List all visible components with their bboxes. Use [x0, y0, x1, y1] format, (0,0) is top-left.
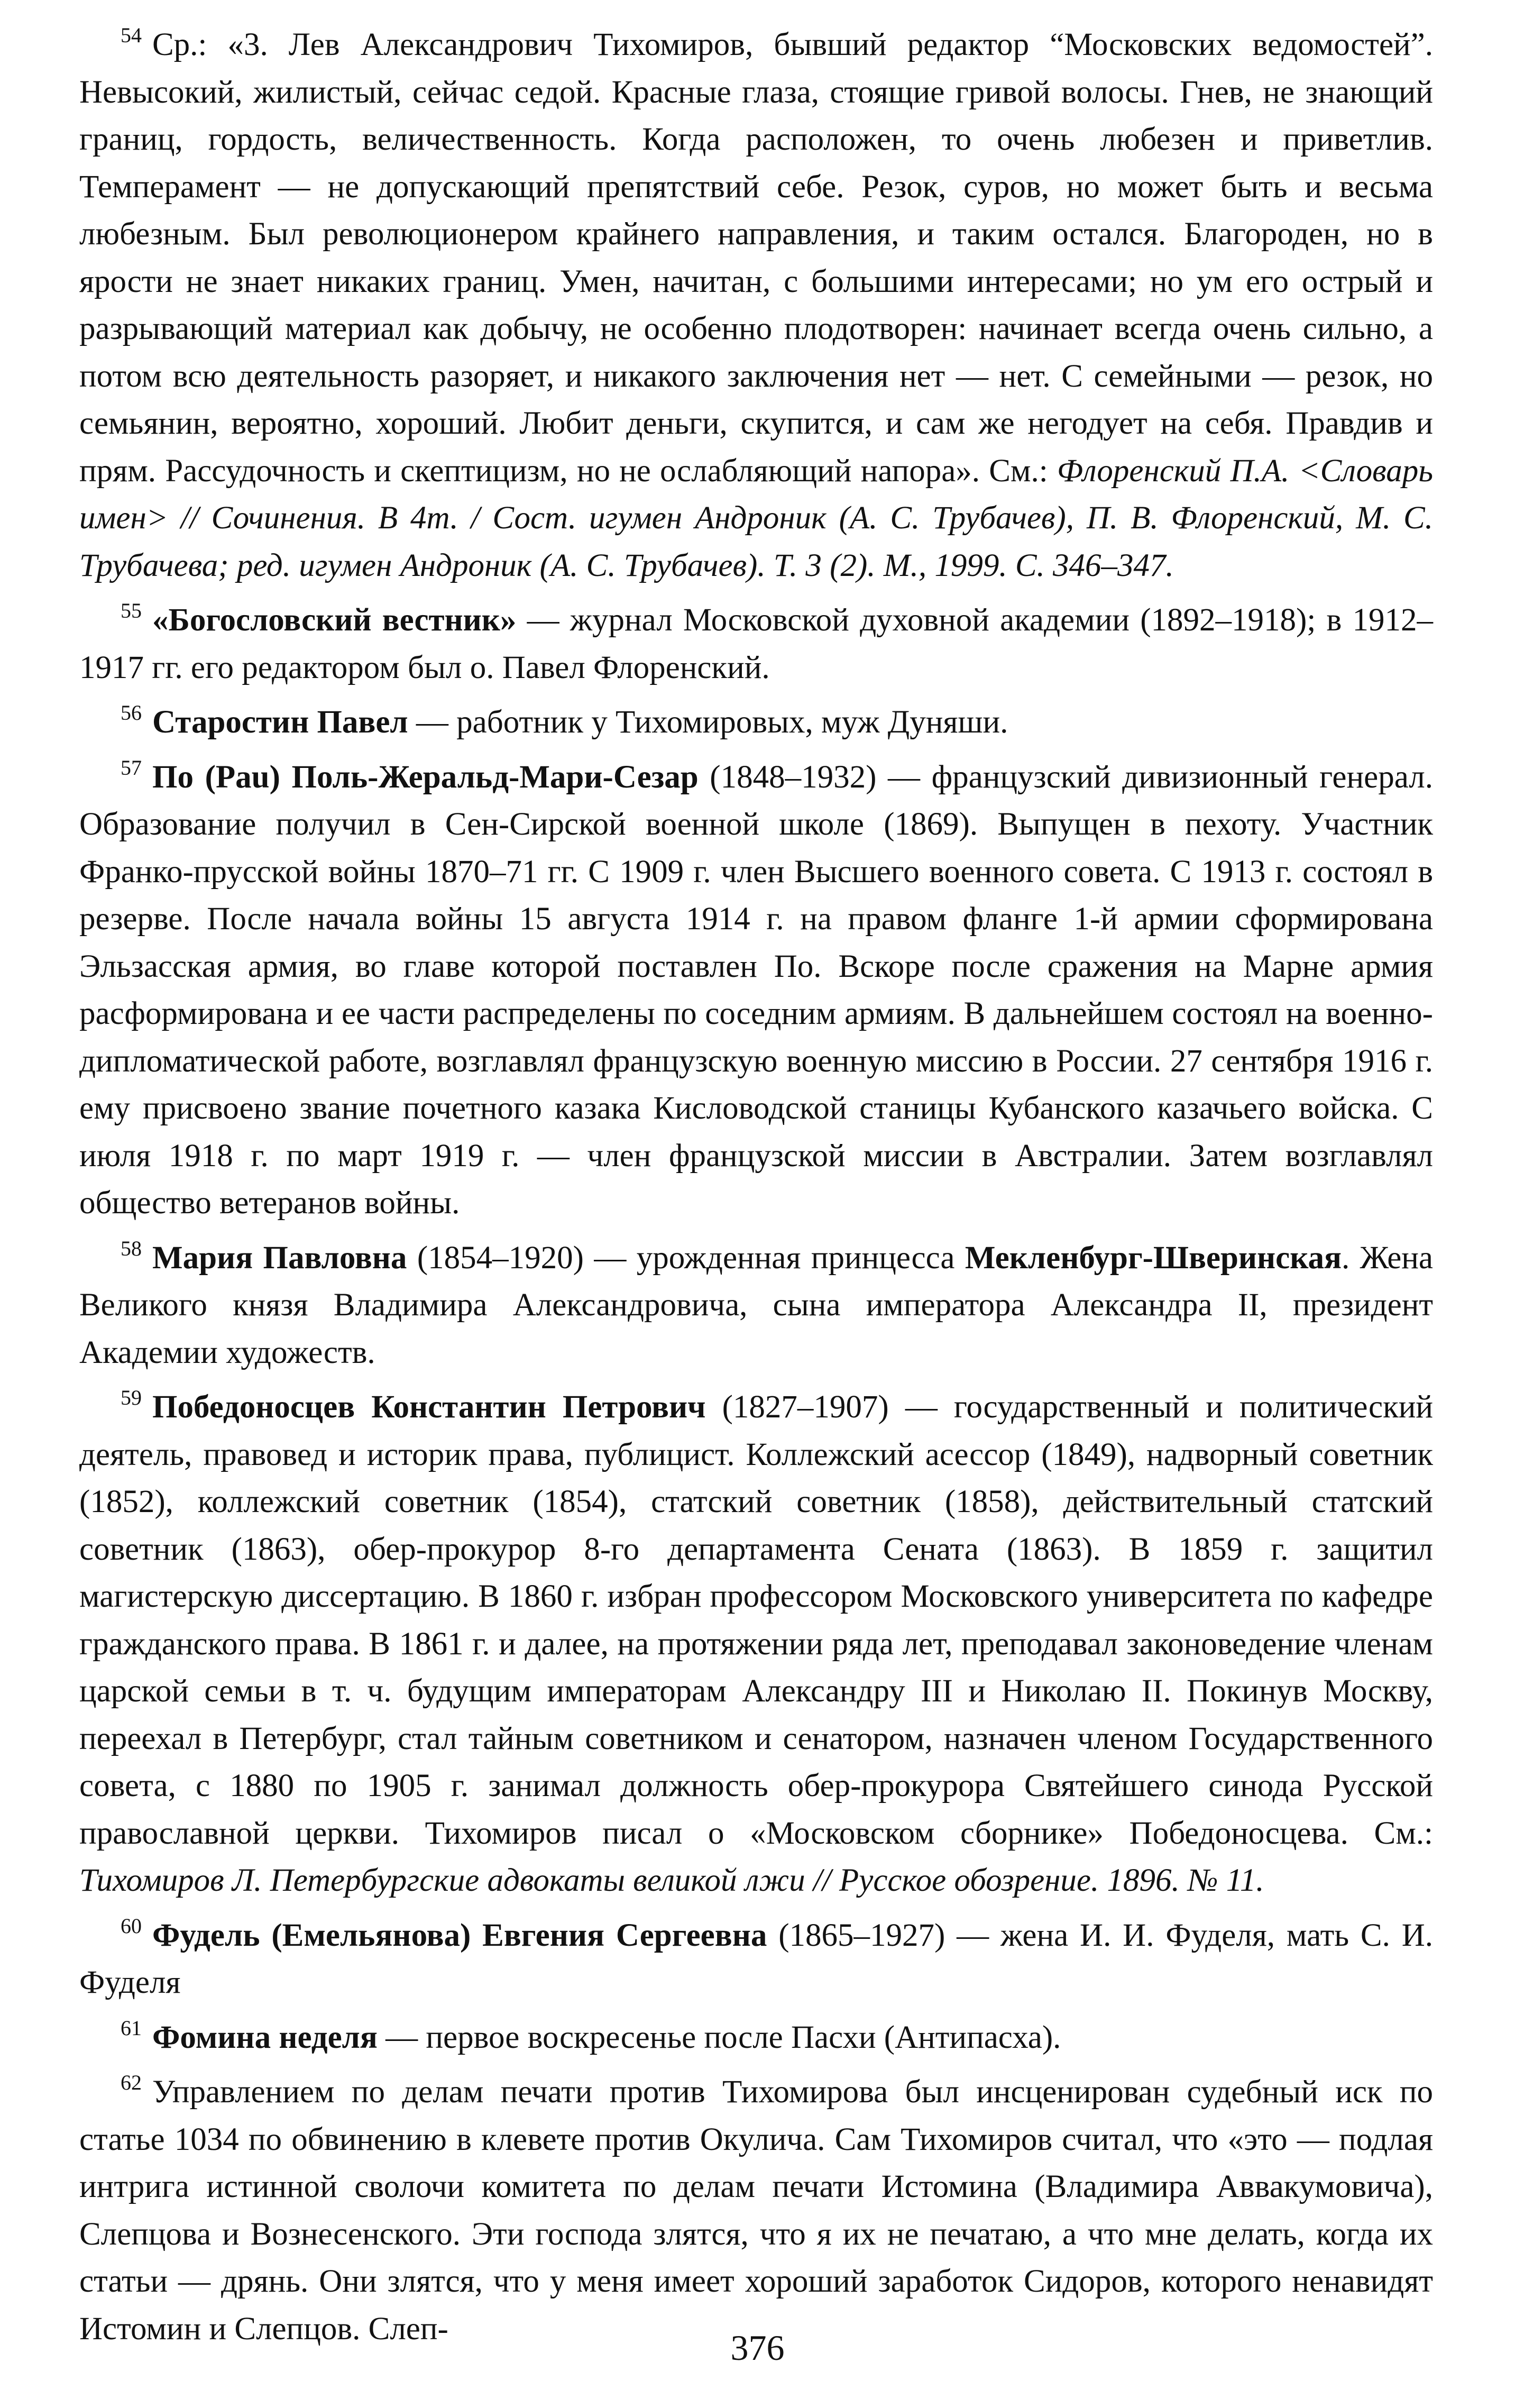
footnote-55 — [79, 597, 1433, 691]
footnote-57 — [79, 754, 1433, 1227]
footnote-number: 62 — [121, 2071, 142, 2094]
term: Победоносцев Константин Петрович — [152, 1389, 706, 1425]
term: Фудель (Емельянова) Евгения Сергеевна — [152, 1917, 767, 1953]
footnote-61 — [79, 2014, 1433, 2062]
footnote-text: — журнал Московской духовной академии (1892–1918); в 1912–1917 гг. его редактором был о. Павел Флоренский. — [79, 602, 1433, 685]
footnote-text: — первое воскресенье после Пасхи (Антипасха). — [377, 2019, 1061, 2055]
footnote-56 — [79, 699, 1433, 746]
footnote-number: 59 — [121, 1386, 142, 1409]
footnote-62 — [79, 2068, 1433, 2352]
footnotes-body — [79, 21, 1433, 2360]
footnote-59 — [79, 1384, 1433, 1905]
footnote-text: (1827–1907) — государственный и политический деятель, правовед и историк права, публицист. Коллежский асессор (1849), надворный советник (1852), коллежский советник (1854), статский советник (1858), действительный статский советник (1863), обер-прокурор 8-го департамента Сената (1863). В 1859 г. защитил магистерскую диссертацию. В 1860 г. избран профессором Московского университета по кафедре гражданского права. В 1861 г. и далее, на протяжении ряда лет, преподавал законоведение членам царской семьи в т. ч. будущим императорам Александру III и Николаю II. Покинув Москву, переехал в Петербург, стал тайным советником и сенатором, назначен членом Государственного совета, с 1880 по 1905 г. занимал должность обер-прокурора Святейшего синода Русской православной церкви. Тихомиров писал о «Московском сборнике» Победоносцева. См.: — [79, 1389, 1434, 1851]
footnote-number: 61 — [121, 2016, 142, 2040]
footnote-number: 58 — [121, 1236, 142, 1260]
term: Фомина неделя — [152, 2019, 378, 2055]
footnote-text: — работник у Тихомировых, муж Дуняши. — [408, 704, 1008, 740]
footnote-number: 55 — [121, 599, 142, 622]
footnote-text: (1848–1932) — французский дивизионный генерал. Образование получил в Сен-Сирской военной школе (1869). Выпущен в пехоту. Участник Франко-прусской войны 1870–71 гг. С 1909 г. член Высшего военного совета. С 1913 г. состоял в резерве. После начала войны 15 августа 1914 г. на правом фланге 1-й армии сформирована Эльзасская армия, во главе которой поставлен По. Вскоре после сражения на Марне армия расформирована и ее части распределены по соседним армиям. В дальнейшем состоял на военно-дипломатической работе, возглавлял французскую военную миссию в России. 27 сентября 1916 г. ему присвоено звание почетного казака Кисловодской станицы Кубанского казачьего войска. С июля 1918 г. по март 1919 г. — член французской миссии в Австралии. Затем возглавлял общество ветеранов войны. — [79, 759, 1433, 1221]
term: Мекленбург-Шверинская — [965, 1240, 1342, 1276]
term: По (Pau) Поль-Жеральд-Мари-Сезар — [152, 759, 699, 795]
footnote-58 — [79, 1234, 1433, 1377]
term: «Богословский вестник» — [152, 602, 517, 638]
footnote-text: . Жена Великого князя Владимира Александровича, сына императора Александра II, президент Академии художеств. — [79, 1240, 1433, 1370]
footnote-number: 54 — [121, 23, 142, 47]
term: Мария Павловна — [152, 1240, 407, 1276]
footnote-number: 56 — [121, 701, 142, 725]
citation: Тихомиров Л. Петербургские адвокаты великой лжи // Русское обозрение. 1896. № 11. — [79, 1863, 1264, 1898]
footnote-text: (1865–1927) — жена И. И. Фуделя, мать С. И. Фуделя — [79, 1917, 1433, 2000]
footnote-60 — [79, 1912, 1433, 2007]
footnote-text: Ср.: «3. Лев Александрович Тихомиров, бывший редактор “Московских ведомостей”. Невысокий, жилистый, сейчас седой. Красные глаза, стоящие гривой волосы. Гнев, не знающий границ, гордость, величественность. Когда расположен, то очень любезен и приветлив. Темперамент — не допускающий препятствий себе. Резок, суров, но может быть и весьма любезным. Был революционером крайнего направления, и таким остался. Благороден, но в ярости не знает никаких границ. Умен, начитан, с большими интересами; но ум его острый и разрывающий материал как добычу, не особенно плодотворен: начинает всегда очень сильно, а потом всю деятельность разоряет, и никакого заключения нет — нет. С семейными — резок, но семьянин, вероятно, хороший. Любит деньги, скупится, и сам же негодует на себя. Правдив и прям. Рассудочность и скептицизм, но не ослабляющий напора». См.: — [79, 27, 1433, 489]
footnote-number: 57 — [121, 755, 142, 780]
footnote-text: (1854–1920) — урожденная принцесса — [407, 1240, 965, 1276]
footnote-54 — [79, 21, 1433, 589]
footnote-text: Управлением по делам печати против Тихомирова был инсценирован судебный иск по статье 1034 по обвинению в клевете против Окулича. Сам Тихомиров считал, что «это — подлая интрига истинной сволочи комитета по делам печати Истомина (Владимира Аввакумовича), Слепцова и Вознесенского. Эти господа злятся, что я их не печатаю, а что мне делать, когда их статьи — дрянь. Они злятся, что у меня имеет хороший заработок Сидоров, которого ненавидят Истомин и Слепцов. Слеп- — [79, 2074, 1433, 2347]
footnote-number: 60 — [121, 1913, 142, 1938]
page-number: 376 — [730, 2328, 785, 2368]
term: Старостин Павел — [152, 704, 408, 740]
citation: Флоренский П.А. <Словарь имен> // Сочинения. В 4т. / Сост. игумен Андроник (А. С. Трубачев), П. В. Флоренский, М. С. Трубачева; ред. игумен Андроник (А. С. Трубачев). Т. 3 (2). М., 1999. С. 346–347. — [79, 453, 1433, 583]
